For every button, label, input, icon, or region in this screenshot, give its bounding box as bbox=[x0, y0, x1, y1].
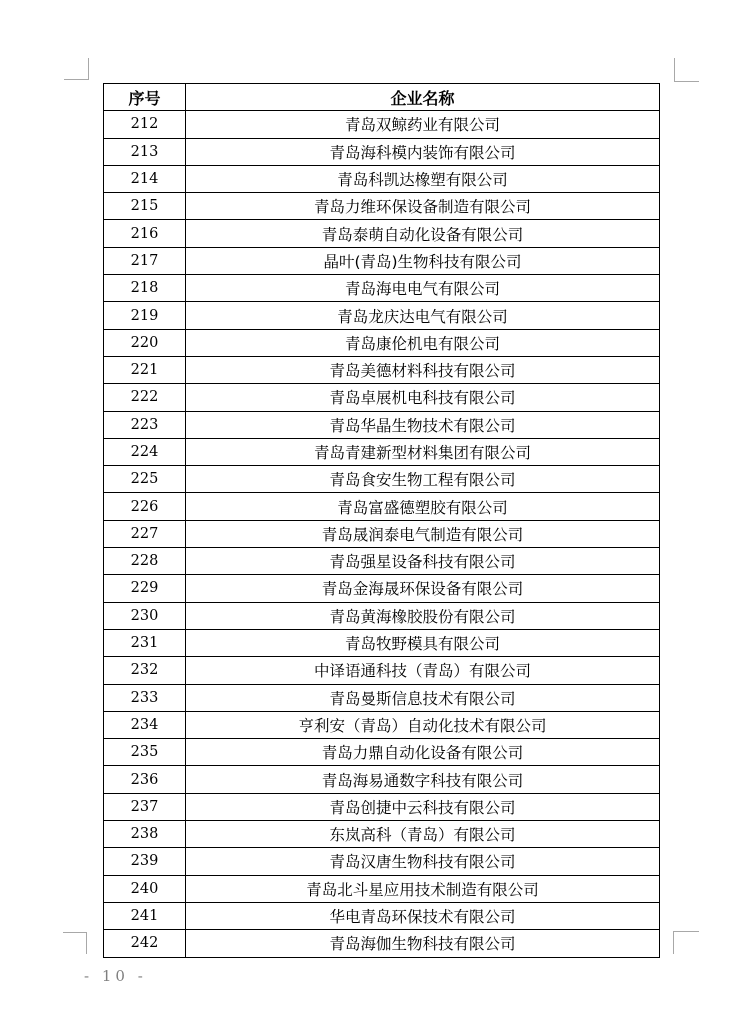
company-name-cell: 青岛晟润泰电气制造有限公司 bbox=[186, 520, 660, 547]
table-row bbox=[104, 875, 660, 902]
serial-number-cell: 221 bbox=[104, 356, 186, 383]
serial-number-cell: 229 bbox=[104, 575, 186, 602]
table-header-row bbox=[104, 84, 660, 111]
company-name-cell: 青岛富盛德塑胶有限公司 bbox=[186, 493, 660, 520]
table-row bbox=[104, 711, 660, 738]
company-name-cell: 青岛双鲸药业有限公司 bbox=[186, 111, 660, 138]
table-row bbox=[104, 602, 660, 629]
serial-number-cell: 239 bbox=[104, 848, 186, 875]
serial-number-cell: 226 bbox=[104, 493, 186, 520]
serial-number-cell: 235 bbox=[104, 739, 186, 766]
serial-number-cell: 215 bbox=[104, 193, 186, 220]
serial-number-cell: 223 bbox=[104, 411, 186, 438]
company-name-cell: 青岛汉唐生物科技有限公司 bbox=[186, 848, 660, 875]
company-name-cell: 亨利安（青岛）自动化技术有限公司 bbox=[186, 711, 660, 738]
serial-number-cell: 228 bbox=[104, 548, 186, 575]
table-row bbox=[104, 766, 660, 793]
table-row bbox=[104, 848, 660, 875]
page-number: - 10 - bbox=[84, 967, 147, 985]
table-row bbox=[104, 165, 660, 192]
table-row bbox=[104, 329, 660, 356]
company-name-cell: 青岛海电电气有限公司 bbox=[186, 275, 660, 302]
company-name-cell: 青岛强星设备科技有限公司 bbox=[186, 548, 660, 575]
serial-number-cell: 219 bbox=[104, 302, 186, 329]
table-row bbox=[104, 193, 660, 220]
serial-number-cell: 212 bbox=[104, 111, 186, 138]
table-row bbox=[104, 356, 660, 383]
table-row bbox=[104, 275, 660, 302]
table-row bbox=[104, 111, 660, 138]
company-name-cell: 青岛北斗星应用技术制造有限公司 bbox=[186, 875, 660, 902]
company-name-cell: 青岛华晶生物技术有限公司 bbox=[186, 411, 660, 438]
serial-number-cell: 224 bbox=[104, 438, 186, 465]
table-row bbox=[104, 466, 660, 493]
company-name-cell: 青岛青建新型材料集团有限公司 bbox=[186, 438, 660, 465]
company-name-cell: 青岛力维环保设备制造有限公司 bbox=[186, 193, 660, 220]
serial-number-cell: 240 bbox=[104, 875, 186, 902]
serial-number-cell: 216 bbox=[104, 220, 186, 247]
company-name-cell: 青岛泰萌自动化设备有限公司 bbox=[186, 220, 660, 247]
company-name-cell: 东岚高科（青岛）有限公司 bbox=[186, 821, 660, 848]
company-name-cell: 青岛食安生物工程有限公司 bbox=[186, 466, 660, 493]
company-name-cell: 青岛卓展机电科技有限公司 bbox=[186, 384, 660, 411]
serial-number-cell: 233 bbox=[104, 684, 186, 711]
table-row bbox=[104, 629, 660, 656]
company-name-cell: 青岛金海晟环保设备有限公司 bbox=[186, 575, 660, 602]
company-name-cell: 晶叶(青岛)生物科技有限公司 bbox=[186, 247, 660, 274]
serial-number-cell: 227 bbox=[104, 520, 186, 547]
table-row bbox=[104, 548, 660, 575]
serial-number-cell: 217 bbox=[104, 247, 186, 274]
table-row bbox=[104, 930, 660, 957]
crop-mark-top-right bbox=[674, 58, 699, 82]
serial-number-cell: 234 bbox=[104, 711, 186, 738]
company-name-cell: 青岛海科模内装饰有限公司 bbox=[186, 138, 660, 165]
serial-number-cell: 238 bbox=[104, 821, 186, 848]
table-row bbox=[104, 821, 660, 848]
company-name-cell: 青岛美德材料科技有限公司 bbox=[186, 356, 660, 383]
company-name-cell: 青岛创捷中云科技有限公司 bbox=[186, 793, 660, 820]
company-name-cell: 华电青岛环保技术有限公司 bbox=[186, 902, 660, 929]
company-name-cell: 青岛海伽生物科技有限公司 bbox=[186, 930, 660, 957]
table-row bbox=[104, 247, 660, 274]
company-name-cell: 中译语通科技（青岛）有限公司 bbox=[186, 657, 660, 684]
crop-mark-bottom-right bbox=[673, 931, 699, 954]
table-row bbox=[104, 575, 660, 602]
table-row bbox=[104, 902, 660, 929]
serial-number-cell: 232 bbox=[104, 657, 186, 684]
header-company-name: 企业名称 bbox=[186, 84, 660, 111]
serial-number-cell: 231 bbox=[104, 629, 186, 656]
serial-number-cell: 236 bbox=[104, 766, 186, 793]
table-row bbox=[104, 684, 660, 711]
serial-number-cell: 220 bbox=[104, 329, 186, 356]
table-row bbox=[104, 793, 660, 820]
company-name-cell: 青岛科凯达橡塑有限公司 bbox=[186, 165, 660, 192]
table-row bbox=[104, 411, 660, 438]
company-name-cell: 青岛曼斯信息技术有限公司 bbox=[186, 684, 660, 711]
serial-number-cell: 214 bbox=[104, 165, 186, 192]
table-row bbox=[104, 520, 660, 547]
serial-number-cell: 237 bbox=[104, 793, 186, 820]
company-name-cell: 青岛黄海橡胶股份有限公司 bbox=[186, 602, 660, 629]
table-row bbox=[104, 438, 660, 465]
company-name-cell: 青岛力鼎自动化设备有限公司 bbox=[186, 739, 660, 766]
serial-number-cell: 230 bbox=[104, 602, 186, 629]
company-name-cell: 青岛牧野模具有限公司 bbox=[186, 629, 660, 656]
table-row bbox=[104, 493, 660, 520]
table-row bbox=[104, 302, 660, 329]
serial-number-cell: 225 bbox=[104, 466, 186, 493]
company-name-cell: 青岛海易通数字科技有限公司 bbox=[186, 766, 660, 793]
serial-number-cell: 241 bbox=[104, 902, 186, 929]
serial-number-cell: 222 bbox=[104, 384, 186, 411]
header-serial-number: 序号 bbox=[104, 84, 186, 111]
table-row bbox=[104, 138, 660, 165]
company-table bbox=[103, 83, 660, 958]
company-name-cell: 青岛康伦机电有限公司 bbox=[186, 329, 660, 356]
crop-mark-top-left bbox=[64, 58, 89, 80]
serial-number-cell: 242 bbox=[104, 930, 186, 957]
table-row bbox=[104, 739, 660, 766]
company-name-cell: 青岛龙庆达电气有限公司 bbox=[186, 302, 660, 329]
crop-mark-bottom-left bbox=[63, 932, 87, 954]
table-row bbox=[104, 384, 660, 411]
table-row bbox=[104, 220, 660, 247]
serial-number-cell: 213 bbox=[104, 138, 186, 165]
serial-number-cell: 218 bbox=[104, 275, 186, 302]
table-row bbox=[104, 657, 660, 684]
